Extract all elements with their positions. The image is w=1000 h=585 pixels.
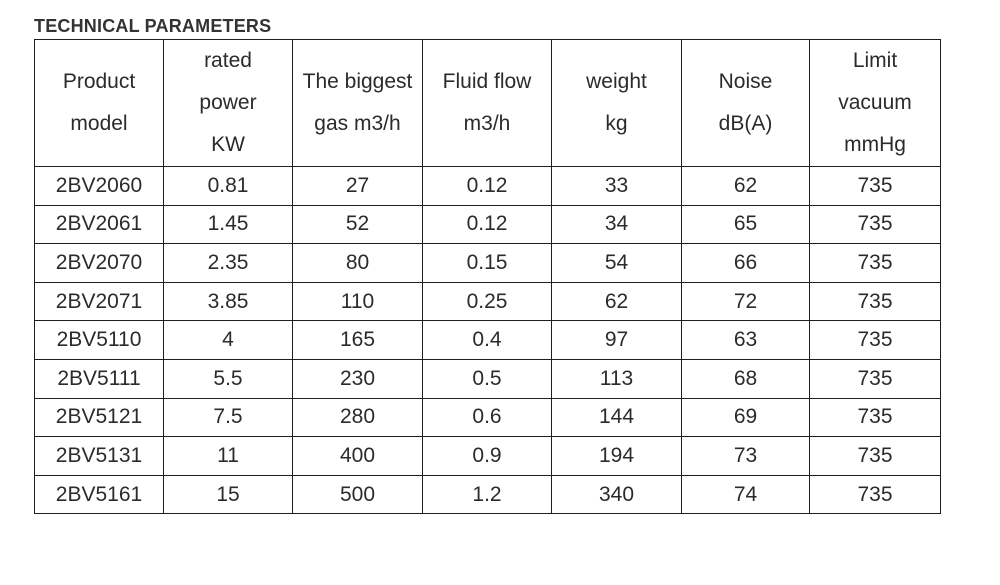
cell-vacuum: 735 (810, 437, 941, 476)
cell-vacuum: 735 (810, 398, 941, 437)
technical-parameters-table (34, 39, 941, 514)
cell-fluid: 0.4 (423, 321, 552, 360)
cell-fluid: 0.12 (423, 167, 552, 206)
header-text: gas m3/h (314, 112, 401, 135)
cell-power: 15 (164, 475, 293, 514)
cell-model: 2BV5131 (35, 437, 164, 476)
cell-fluid: 1.2 (423, 475, 552, 514)
cell-fluid: 0.15 (423, 244, 552, 283)
cell-model: 2BV2071 (35, 282, 164, 321)
header-noise (682, 40, 810, 167)
cell-noise: 63 (682, 321, 810, 360)
cell-vacuum: 735 (810, 321, 941, 360)
header-text: power (199, 91, 257, 114)
table-row (35, 205, 941, 244)
cell-model: 2BV2060 (35, 167, 164, 206)
cell-fluid: 0.5 (423, 359, 552, 398)
cell-power: 0.81 (164, 167, 293, 206)
header-text: rated (204, 49, 252, 72)
cell-gas: 500 (293, 475, 423, 514)
cell-noise: 72 (682, 282, 810, 321)
cell-model: 2BV5161 (35, 475, 164, 514)
cell-vacuum: 735 (810, 282, 941, 321)
cell-noise: 65 (682, 205, 810, 244)
cell-noise: 66 (682, 244, 810, 283)
cell-gas: 165 (293, 321, 423, 360)
cell-model: 2BV2070 (35, 244, 164, 283)
cell-weight: 113 (552, 359, 682, 398)
table-edge-divider (34, 495, 35, 501)
cell-power: 7.5 (164, 398, 293, 437)
header-limit-vacuum (810, 40, 941, 167)
cell-gas: 110 (293, 282, 423, 321)
cell-fluid: 0.25 (423, 282, 552, 321)
cell-power: 11 (164, 437, 293, 476)
cell-vacuum: 735 (810, 244, 941, 283)
cell-vacuum: 735 (810, 167, 941, 206)
cell-power: 3.85 (164, 282, 293, 321)
table-row (35, 244, 941, 283)
cell-vacuum: 735 (810, 205, 941, 244)
header-text: Product (62, 70, 136, 93)
cell-gas: 52 (293, 205, 423, 244)
header-text: Noise (718, 70, 773, 93)
table-header-row (35, 40, 941, 167)
cell-noise: 69 (682, 398, 810, 437)
cell-gas: 27 (293, 167, 423, 206)
header-rated-power (164, 40, 293, 167)
header-text: m3/h (463, 112, 511, 135)
cell-weight: 62 (552, 282, 682, 321)
table-row (35, 398, 941, 437)
cell-noise: 62 (682, 167, 810, 206)
cell-weight: 54 (552, 244, 682, 283)
header-text: weight (586, 70, 647, 93)
cell-noise: 73 (682, 437, 810, 476)
cell-gas: 400 (293, 437, 423, 476)
table-row (35, 475, 941, 514)
header-text: Limit (852, 49, 898, 72)
table-row (35, 282, 941, 321)
cell-model: 2BV5121 (35, 398, 164, 437)
header-text: dB(A) (718, 112, 773, 135)
cell-fluid: 0.6 (423, 398, 552, 437)
cell-weight: 340 (552, 475, 682, 514)
cell-model: 2BV5110 (35, 321, 164, 360)
cell-vacuum: 735 (810, 359, 941, 398)
cell-power: 5.5 (164, 359, 293, 398)
cell-weight: 97 (552, 321, 682, 360)
cell-weight: 194 (552, 437, 682, 476)
header-product-model (35, 40, 164, 167)
cell-weight: 33 (552, 167, 682, 206)
header-biggest-gas (293, 40, 423, 167)
header-text: The biggest (302, 70, 413, 93)
table-row (35, 167, 941, 206)
header-text: model (70, 112, 128, 135)
table-row (35, 359, 941, 398)
header-text: Fluid flow (442, 70, 532, 93)
header-text: KW (211, 133, 245, 156)
cell-gas: 280 (293, 398, 423, 437)
cell-gas: 80 (293, 244, 423, 283)
cell-power: 1.45 (164, 205, 293, 244)
table-row (35, 437, 941, 476)
cell-model: 2BV2061 (35, 205, 164, 244)
header-text: kg (605, 112, 628, 135)
cell-gas: 230 (293, 359, 423, 398)
header-text: mmHg (844, 133, 906, 156)
page-title: TECHNICAL PARAMETERS (34, 16, 272, 36)
cell-vacuum: 735 (810, 475, 941, 514)
header-fluid-flow (423, 40, 552, 167)
cell-power: 4 (164, 321, 293, 360)
cell-model: 2BV5111 (35, 359, 164, 398)
cell-fluid: 0.9 (423, 437, 552, 476)
header-weight (552, 40, 682, 167)
cell-noise: 68 (682, 359, 810, 398)
cell-noise: 74 (682, 475, 810, 514)
cell-fluid: 0.12 (423, 205, 552, 244)
table-row (35, 321, 941, 360)
cell-weight: 144 (552, 398, 682, 437)
cell-weight: 34 (552, 205, 682, 244)
cell-power: 2.35 (164, 244, 293, 283)
header-text: vacuum (838, 91, 912, 114)
